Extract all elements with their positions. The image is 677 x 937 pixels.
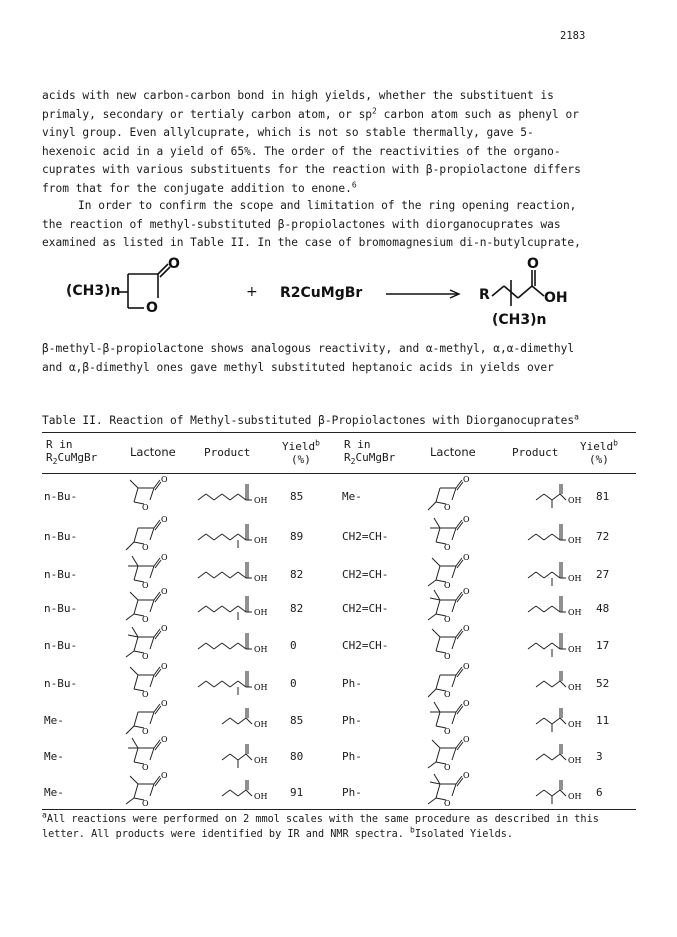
scheme-product-oxygen: O: [527, 256, 539, 272]
svg-text:O: O: [463, 587, 470, 596]
svg-text:O: O: [444, 503, 451, 512]
paragraph-3: [42, 340, 642, 377]
svg-text:O: O: [142, 652, 149, 661]
svg-text:OH: OH: [568, 645, 582, 654]
svg-text:O: O: [463, 699, 470, 708]
svg-text:OH: OH: [254, 792, 268, 801]
svg-text:O: O: [444, 581, 451, 590]
svg-text:OH: OH: [568, 574, 582, 583]
left-r-cell: n-Bu-: [44, 490, 78, 503]
left-yield-cell: 89: [290, 530, 304, 543]
text-line: from that for the conjugate addition to enone.$^6$: [42, 180, 357, 195]
left-yield-cell: 85: [290, 490, 304, 503]
header-product: Product: [204, 446, 251, 459]
right-yield-cell: 11: [596, 714, 610, 727]
left-r-cell: n-Bu-: [44, 568, 78, 581]
svg-text:OH: OH: [254, 645, 268, 654]
right-product-structure: [500, 736, 580, 776]
left-yield-cell: 91: [290, 786, 304, 799]
right-yield-cell: 81: [596, 490, 610, 503]
text-line: hexenoic acid in a yield of 65%. The order of the reactivities of the organo-: [42, 144, 561, 158]
left-product-structure: [186, 772, 266, 812]
svg-text:OH: OH: [254, 756, 268, 765]
reference-mark: 6: [351, 180, 357, 190]
svg-text:OH: OH: [568, 720, 582, 729]
right-r-cell: Ph-: [342, 750, 362, 763]
svg-text:OH: OH: [568, 536, 582, 545]
header-r-in: R in $R_2CuMgBr$: [46, 438, 98, 467]
svg-text:O: O: [463, 662, 470, 671]
svg-text:O: O: [161, 735, 168, 744]
svg-text:O: O: [142, 615, 149, 624]
text-line: primaly, secondary or tertialy carbon atom, or $sp^2$ carbon atom such as phenyl or: [42, 105, 579, 121]
right-yield-cell: 3: [596, 750, 603, 763]
svg-text:OH: OH: [254, 574, 268, 583]
right-product-structure: [500, 700, 580, 740]
left-product-structure: [186, 516, 266, 556]
right-lactone-structure: [424, 474, 472, 518]
left-r-cell: Me-: [44, 750, 64, 763]
svg-text:O: O: [161, 699, 168, 708]
svg-text:O: O: [463, 475, 470, 484]
svg-text:O: O: [463, 735, 470, 744]
header-lactone: Lactone: [130, 445, 176, 459]
svg-text:OH: OH: [254, 496, 268, 505]
svg-text:O: O: [444, 652, 451, 661]
superscript: 2: [372, 105, 377, 115]
svg-text:O: O: [142, 503, 149, 512]
right-yield-cell: 48: [596, 602, 610, 615]
right-r-cell: Ph-: [342, 677, 362, 690]
left-r-cell: n-Bu-: [44, 530, 78, 543]
svg-text:OH: OH: [568, 496, 582, 505]
svg-text:OH: OH: [568, 756, 582, 765]
right-product-structure: [500, 588, 580, 628]
right-yield-cell: 6: [596, 786, 603, 799]
scheme-carbonyl-oxygen: O: [168, 256, 180, 272]
text-line: vinyl group. Even allylcuprate, which is not so stable thermally, gave 5-: [42, 126, 534, 140]
right-yield-cell: 52: [596, 677, 610, 690]
left-product-structure: [186, 736, 266, 776]
header-yield: Yield$^b$ (%): [282, 438, 320, 466]
svg-text:O: O: [161, 553, 168, 562]
scheme-product-r: R: [479, 287, 490, 303]
left-r-cell: n-Bu-: [44, 602, 78, 615]
left-r-cell: Me-: [44, 714, 64, 727]
scheme-plus: +: [246, 284, 258, 300]
left-yield-cell: 82: [290, 602, 304, 615]
left-product-structure: [186, 663, 266, 703]
svg-text:OH: OH: [254, 608, 268, 617]
left-r-cell: n-Bu-: [44, 677, 78, 690]
right-product-structure: [500, 476, 580, 516]
svg-text:O: O: [463, 553, 470, 562]
svg-text:OH: OH: [254, 683, 268, 692]
left-product-structure: [186, 588, 266, 628]
svg-text:O: O: [463, 624, 470, 633]
text-line: β-methyl-β-propiolactone shows analogous reactivity, and α-methyl, α,α-dimethyl: [42, 342, 575, 355]
header-r-in-right: R in $R_2CuMgBr$: [344, 438, 396, 467]
svg-text:O: O: [161, 771, 168, 780]
svg-text:OH: OH: [568, 683, 582, 692]
svg-text:O: O: [463, 515, 470, 524]
left-yield-cell: 0: [290, 639, 297, 652]
left-yield-cell: 82: [290, 568, 304, 581]
text-line: examined as listed in Table II. In the case of bromomagnesium di-n-butylcuprate,: [42, 236, 581, 250]
header-product-right: Product: [512, 446, 559, 459]
scheme-product-oh: OH: [544, 290, 568, 306]
left-yield-cell: 80: [290, 750, 304, 763]
svg-text:O: O: [444, 543, 451, 552]
svg-text:O: O: [161, 662, 168, 671]
svg-text:O: O: [463, 771, 470, 780]
paragraph-2: [42, 197, 642, 253]
right-r-cell: CH2=CH-: [342, 639, 389, 652]
svg-text:O: O: [444, 690, 451, 699]
left-product-structure: [186, 625, 266, 665]
text-line: acids with new carbon-carbon bond in high yields, whether the substituent is: [42, 89, 554, 102]
svg-text:O: O: [161, 515, 168, 524]
right-yield-cell: 27: [596, 568, 610, 581]
svg-text:OH: OH: [568, 792, 582, 801]
svg-text:O: O: [444, 727, 451, 736]
header-lactone-right: Lactone: [430, 445, 476, 459]
svg-text:O: O: [142, 690, 149, 699]
svg-text:O: O: [444, 763, 451, 772]
svg-text:OH: OH: [254, 720, 268, 729]
scheme-substituent: (CH3)n: [66, 283, 121, 299]
table-caption: Table II. Reaction of Methyl-substituted β-Propiolactones with Diorganocuprates$^a$: [42, 412, 579, 427]
svg-text:O: O: [444, 799, 451, 808]
svg-text:O: O: [142, 763, 149, 772]
svg-text:O: O: [161, 587, 168, 596]
svg-text:OH: OH: [254, 536, 268, 545]
right-product-structure: [500, 663, 580, 703]
right-yield-cell: 72: [596, 530, 610, 543]
svg-text:O: O: [142, 799, 149, 808]
right-lactone-structure: [424, 770, 472, 814]
text-line: the reaction of methyl-substituted β-propiolactones with diorganocuprates was: [42, 217, 561, 231]
table-footnote: $^a$All reactions were performed on 2 mmol scales with the same procedure as described in this letter. All products were identified by IR and NMR spectra. $^b$Isolated Yields.: [42, 810, 599, 840]
right-yield-cell: 17: [596, 639, 610, 652]
svg-text:O: O: [161, 475, 168, 484]
right-r-cell: CH2=CH-: [342, 602, 389, 615]
text-line: cuprates with various substituents for the reaction with β-propiolactone differs: [42, 163, 581, 177]
right-product-structure: [500, 516, 580, 556]
left-yield-cell: 0: [290, 677, 297, 690]
scheme-reagent: R2CuMgBr: [280, 285, 363, 301]
header-yield-right: Yield$^b$ (%): [580, 438, 618, 466]
left-r-cell: Me-: [44, 786, 64, 799]
left-product-structure: [186, 700, 266, 740]
svg-text:O: O: [142, 543, 149, 552]
right-product-structure: [500, 625, 580, 665]
right-r-cell: Me-: [342, 490, 362, 503]
left-product-structure: [186, 476, 266, 516]
left-yield-cell: 85: [290, 714, 304, 727]
right-r-cell: Ph-: [342, 786, 362, 799]
right-r-cell: CH2=CH-: [342, 530, 389, 543]
left-lactone-structure: [122, 474, 170, 518]
scheme-product-substituent: (CH3)n: [492, 312, 547, 328]
svg-text:O: O: [161, 624, 168, 633]
page-number: 2183: [560, 30, 586, 42]
table-top-rule: [42, 432, 636, 433]
svg-text:O: O: [142, 727, 149, 736]
text-line: and α,β-dimethyl ones gave methyl substituted heptanoic acids in yields over: [42, 360, 554, 374]
text-line: In order to confirm the scope and limitation of the ring opening reaction,: [78, 199, 577, 212]
right-r-cell: CH2=CH-: [342, 568, 389, 581]
reaction-scheme: [60, 256, 620, 334]
right-r-cell: Ph-: [342, 714, 362, 727]
left-r-cell: n-Bu-: [44, 639, 78, 652]
svg-text:O: O: [142, 581, 149, 590]
left-lactone-structure: [122, 770, 170, 814]
paragraph-1: [42, 87, 642, 199]
right-product-structure: [500, 772, 580, 812]
svg-text:O: O: [444, 615, 451, 624]
scheme-ring-oxygen: O: [146, 300, 158, 316]
svg-text:OH: OH: [568, 608, 582, 617]
